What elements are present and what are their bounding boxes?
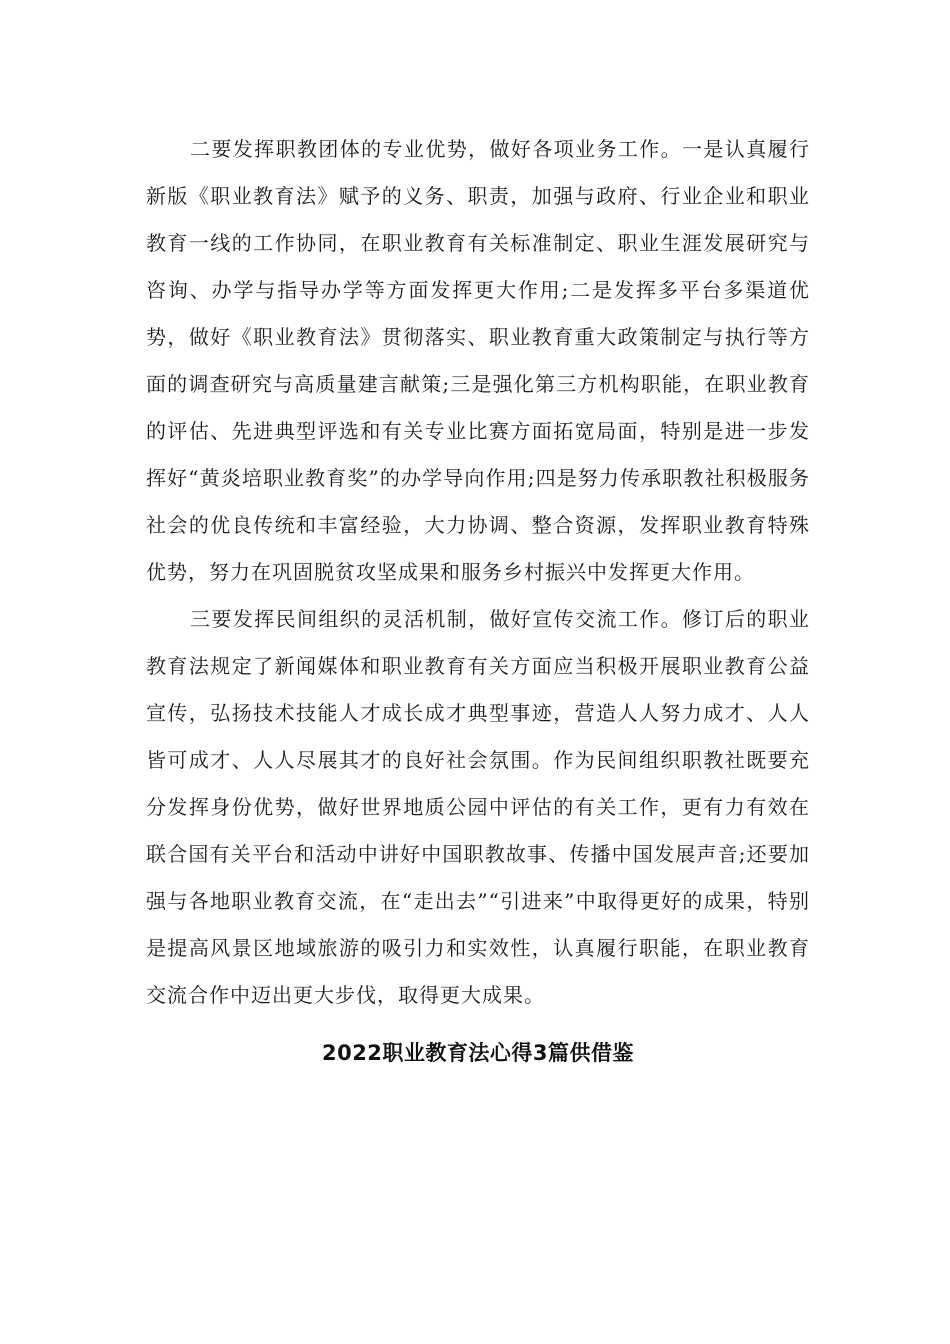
document-body: [146, 126, 810, 1073]
paragraph-3: 三要发挥民间组织的灵活机制，做好宣传交流工作。修订后的职业教育法规定了新闻媒体和职业教育有关方面应当积极开展职业教育公益宣传，弘扬技术技能人才成长成才典型事迹，营造人人努力成才、人人皆可成才、人人尽展其才的良好社会氛围。作为民间组织职教社既要充分发挥身份优势，做好世界地质公园中评估的有关工作，更有力有效在联合国有关平台和活动中讲好中国职教故事、传播中国发展声音;还要加强与各地职业教育交流，在“走出去”“引进来”中取得更好的成果，特别是提高风景区地域旅游的吸引力和实效性，认真履行职能，在职业教育交流合作中迈出更大步伐，取得更大成果。: [146, 607, 810, 1007]
paragraph-2: 二要发挥职教团体的专业优势，做好各项业务工作。一是认真履行新版《职业教育法》赋予的义务、职责，加强与政府、行业企业和职业教育一线的工作协同，在职业教育有关标准制定、职业生涯发展研究与咨询、办学与指导办学等方面发挥更大作用;二是发挥多平台多渠道优势，做好《职业教育法》贯彻落实、职业教育重大政策制定与执行等方面的调查研究与高质量建言献策;三是强化第三方机构职能，在职业教育的评估、先进典型评选和有关专业比赛方面拓宽局面，特别是进一步发挥好“黄炎培职业教育奖”的办学导向作用;四是努力传承职教社积极服务社会的优良传统和丰富经验，大力协调、整合资源，发挥职业教育特殊优势，努力在巩固脱贫攻坚成果和服务乡村振兴中发挥更大作用。: [146, 137, 810, 584]
document-heading: 2022职业教育法心得3篇供借鉴: [321, 1041, 635, 1065]
